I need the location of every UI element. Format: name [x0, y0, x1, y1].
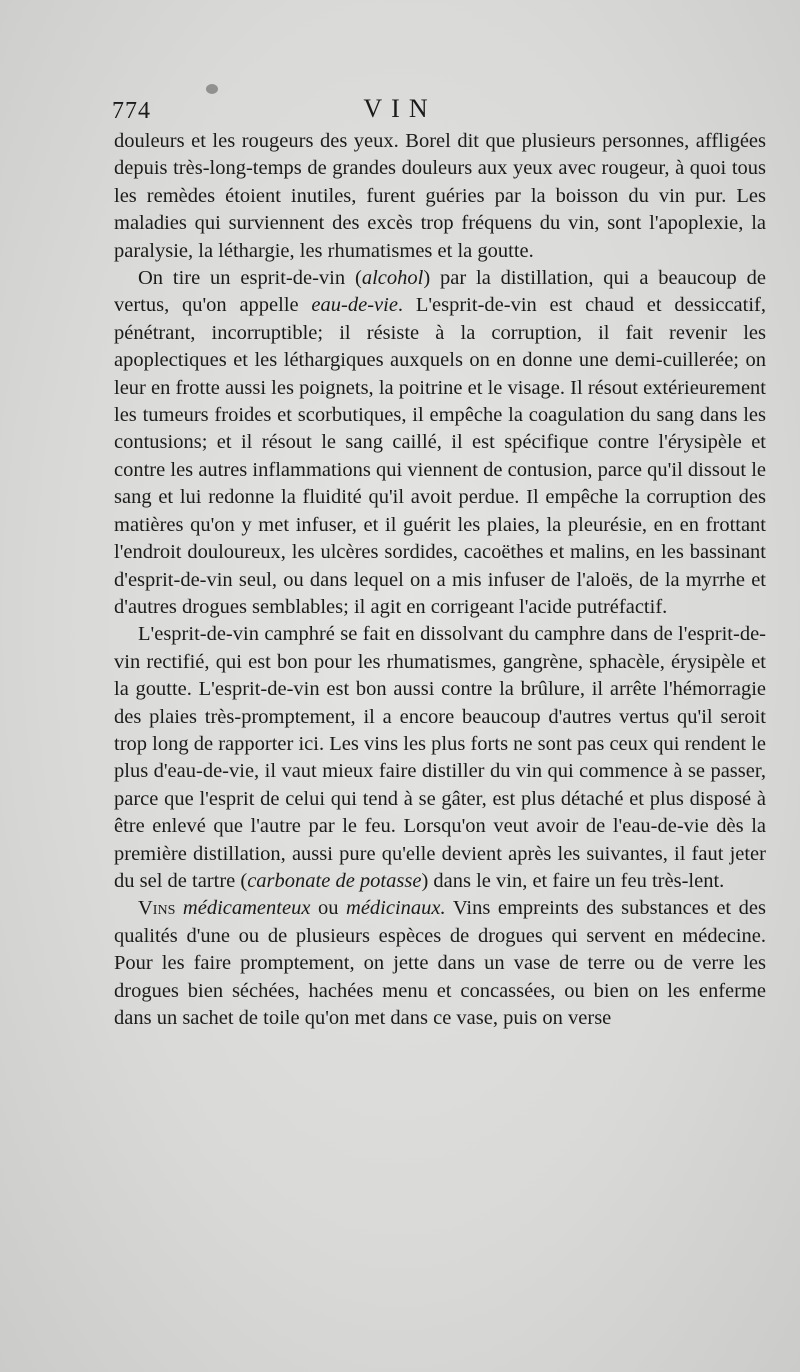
- italic-term-eau-de-vie: eau-de-vie: [311, 294, 398, 317]
- italic-term-medicamenteux: médicamenteux: [182, 897, 311, 920]
- text-run: Vins empreints des substances et des qualités d'une ou de plusieurs espèces de drogues qui servent en médecine. Pour les faire promptement, on jette dans un vase de terre ou de verre les drogues bien séchées, hachées menu et concassées, ou bien on les enferme dans un sachet de toile qu'on met dans ce vase, puis on verse: [114, 897, 766, 1029]
- ink-smudge: [206, 84, 218, 94]
- italic-term-alcohol: alcohol: [361, 267, 424, 290]
- running-title: VIN: [363, 94, 437, 123]
- paragraph-4: [114, 895, 766, 1032]
- italic-term-medicinaux: médicinaux.: [346, 897, 446, 920]
- text-run: ou: [310, 897, 347, 920]
- paragraph-2: [114, 265, 766, 621]
- entry-headword: Vins: [138, 897, 176, 920]
- body-text: [114, 128, 766, 1032]
- paragraph-3: [114, 621, 766, 895]
- page-header: [0, 94, 800, 132]
- text-run: . L'esprit-de-vin est chaud et dessiccatif, pénétrant, incorruptible; il résiste à la corruption, il fait revenir les apoplectiques et les léthargiques auxquels on en donne une demi-cuillerée; on leur en frotte aussi les poignets, la poitrine et le visage. Il résout extérieurement les tumeurs froides et scorbutiques, il empêche la coagulation du sang dans les contusions; et il résout le sang caillé, il est spécifique contre l'érysipèle et contre les autres inflammations qui viennent de contusion, parce qu'il dissout le sang et lui redonne la fluidité qu'il avoit perdue. Il empêche la corruption des matières qu'on y met infuser, et il guérit les plaies, la pleurésie, en en frottant l'endroit douloureux, les ulcères sordides, cacoëthes et malins, en les bassinant d'esprit-de-vin seul, ou dans lequel on a mis infuser de l'aloës, de la myrrhe et d'autres drogues semblables; il agit en corrigeant l'acide putréfactif.: [114, 294, 766, 618]
- text-run: On tire un esprit-de-vin (: [138, 267, 362, 290]
- text-run: ) par la distillation, qui a beaucoup de vertus, qu'on appelle: [114, 267, 766, 317]
- italic-term-carbonate: carbonate de potasse: [247, 869, 422, 892]
- text-run: L'esprit-de-vin camphré se fait en dissolvant du camphre dans de l'esprit-de-vin rectifié, qui est bon pour les rhumatismes, gangrène, sphacèle, érysipèle et la goutte. L'esprit-de-vin est bon aussi contre la brûlure, il arrête l'hémorragie des plaies très-promptement, il a encore beaucoup d'autres vertus qu'il seroit trop long de rapporter ici. Les vins les plus forts ne sont pas ceux qui rendent le plus d'eau-de-vie, il vaut mieux faire distiller du vin qui commence à se passer, parce que l'esprit de celui qui tend à se gâter, est plus détaché et plus disposé à être enlevé que l'autre par le feu. Lorsqu'on veut avoir de l'eau-de-vie dès la première distillation, aussi pure qu'elle devient après les suivantes, il faut jeter du sel de tartre (: [114, 623, 766, 892]
- text-run: ) dans le vin, et faire un feu très-lent.: [421, 869, 725, 892]
- page-number: 774: [112, 98, 151, 124]
- paragraph-1: douleurs et les rougeurs des yeux. Borel dit que plusieurs personnes, affligées depuis très-long-temps de grandes douleurs aux yeux avec rougeur, à quoi tous les remèdes étoient inutiles, furent guéries par la boisson du vin pur. Les maladies qui surviennent des excès trop fréquens du vin, sont l'apoplexie, la paralysie, la léthargie, les rhumatismes et la goutte.: [114, 130, 766, 262]
